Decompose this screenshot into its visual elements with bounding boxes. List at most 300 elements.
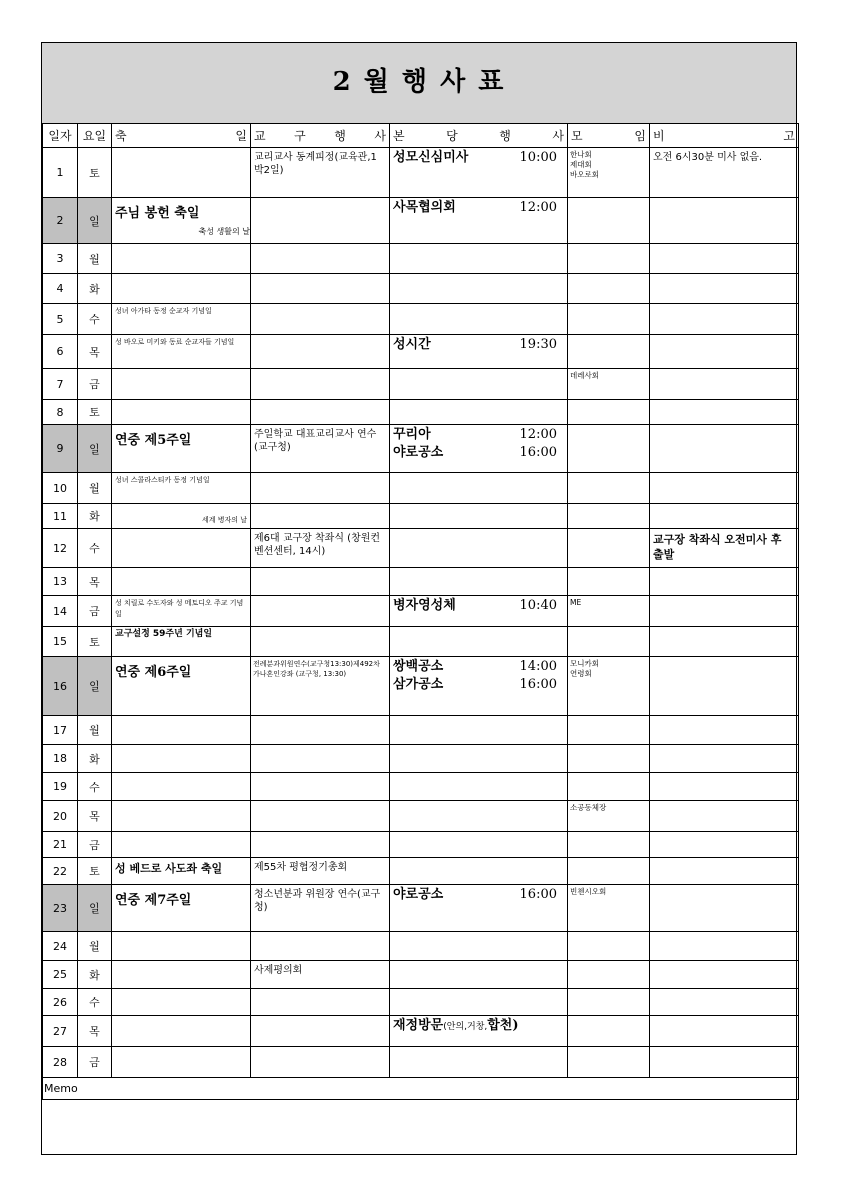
- day-cell: 16: [43, 657, 78, 716]
- parish-cell: [390, 627, 568, 657]
- meeting-cell: [568, 716, 650, 745]
- diocese-cell: [251, 773, 390, 801]
- table-row: [43, 529, 799, 568]
- diocese-event: 제55차 평협정기총회: [254, 862, 348, 873]
- parish-event-time: 16:00: [519, 677, 557, 692]
- parish-cell: [390, 745, 568, 773]
- day-cell: 9: [43, 425, 78, 473]
- table-row: [43, 773, 799, 801]
- day-cell: 8: [43, 400, 78, 425]
- feast-text: 성녀 아가타 동정 순교자 기념일: [115, 307, 212, 315]
- feast-cell: [112, 961, 251, 989]
- day-cell: 17: [43, 716, 78, 745]
- feast-cell: [112, 773, 251, 801]
- parish-cell: [390, 801, 568, 832]
- weekday-cell: 수: [78, 304, 112, 335]
- table-row: [43, 745, 799, 773]
- diocese-cell: [251, 657, 390, 716]
- meeting-list: [568, 596, 649, 610]
- note-cell: [650, 932, 799, 961]
- weekday-cell: 일: [78, 657, 112, 716]
- feast-subtext: 축성 생활의 날: [198, 227, 250, 236]
- weekday-cell: 수: [78, 989, 112, 1016]
- parish-event-time: 10:00: [519, 150, 557, 165]
- header-char: 행: [499, 129, 511, 143]
- meeting-item: 소공동체장: [570, 803, 607, 812]
- parish-event-name: 쌍백공소: [393, 659, 444, 674]
- diocese-cell: [251, 148, 390, 198]
- feast-cell: [112, 568, 251, 596]
- feast-cell: [112, 716, 251, 745]
- diocese-cell: [251, 1047, 390, 1078]
- parish-cell: [390, 244, 568, 274]
- parish-event-time: 12:00: [519, 200, 557, 215]
- table-row: [43, 244, 799, 274]
- parish-event: [390, 885, 567, 903]
- feast-text: 연중 제5주일: [115, 433, 192, 448]
- diocese-event: 사제평의회: [254, 965, 303, 976]
- parish-cell: [390, 596, 568, 627]
- parish-cell: [390, 773, 568, 801]
- day-cell: 13: [43, 568, 78, 596]
- parish-cell: [390, 148, 568, 198]
- header-char: 당: [446, 129, 458, 143]
- note-cell: [650, 1047, 799, 1078]
- meeting-cell: [568, 773, 650, 801]
- weekday-cell: 월: [78, 244, 112, 274]
- note-cell: [650, 425, 799, 473]
- feast-cell: [112, 858, 251, 885]
- feast-cell: [112, 304, 251, 335]
- meeting-cell: [568, 244, 650, 274]
- weekday-cell: 토: [78, 858, 112, 885]
- table-row: [43, 400, 799, 425]
- day-cell: 28: [43, 1047, 78, 1078]
- parish-event-name: 야로공소: [393, 887, 444, 902]
- weekday-cell: 일: [78, 885, 112, 932]
- diocese-cell: [251, 504, 390, 529]
- parish-event: [390, 657, 567, 675]
- meeting-item: 모니카회: [570, 659, 599, 668]
- table-row: [43, 932, 799, 961]
- meeting-item: 바오로회: [570, 170, 599, 179]
- parish-cell: [390, 932, 568, 961]
- day-cell: 25: [43, 961, 78, 989]
- parish-cell: [390, 885, 568, 932]
- note-cell: [650, 716, 799, 745]
- day-cell: 26: [43, 989, 78, 1016]
- weekday-cell: 수: [78, 773, 112, 801]
- meeting-cell: [568, 961, 650, 989]
- table-row: [43, 473, 799, 504]
- diocese-cell: [251, 369, 390, 400]
- memo-row: [43, 1078, 799, 1100]
- note-cell: [650, 148, 799, 198]
- weekday-cell: 화: [78, 745, 112, 773]
- day-cell: 14: [43, 596, 78, 627]
- note-cell: [650, 568, 799, 596]
- feast-cell: [112, 425, 251, 473]
- table-row: [43, 716, 799, 745]
- parish-event-name: 삼가공소: [393, 677, 444, 692]
- parish-cell: [390, 716, 568, 745]
- table-row: [43, 1047, 799, 1078]
- meeting-cell: [568, 932, 650, 961]
- meeting-cell: [568, 400, 650, 425]
- header-char: 교: [254, 129, 266, 143]
- parish-cell: [390, 425, 568, 473]
- parish-cell: [390, 400, 568, 425]
- day-cell: 10: [43, 473, 78, 504]
- day-cell: 7: [43, 369, 78, 400]
- weekday-cell: 목: [78, 1016, 112, 1047]
- parish-cell: [390, 369, 568, 400]
- meeting-cell: [568, 1016, 650, 1047]
- feast-cell: [112, 335, 251, 369]
- diocese-cell: [251, 473, 390, 504]
- header-row: [43, 124, 799, 148]
- weekday-cell: 토: [78, 148, 112, 198]
- parish-event: [390, 425, 567, 443]
- feast-cell: [112, 596, 251, 627]
- parish-event-name: 꾸리아: [393, 427, 431, 442]
- meeting-cell: [568, 568, 650, 596]
- note-cell: [650, 1016, 799, 1047]
- table-row: [43, 369, 799, 400]
- parish-visit-main: 재정방문: [393, 1018, 444, 1033]
- table-row: [43, 657, 799, 716]
- table-row: [43, 885, 799, 932]
- diocese-cell: [251, 627, 390, 657]
- meeting-item: 한나회: [570, 150, 592, 159]
- weekday-cell: 금: [78, 596, 112, 627]
- header-meeting: [568, 124, 650, 148]
- header-char: 임: [634, 129, 646, 143]
- note-cell: [650, 596, 799, 627]
- header-parish: [390, 124, 568, 148]
- meeting-list: [568, 148, 649, 182]
- table-row: [43, 801, 799, 832]
- weekday-cell: 월: [78, 716, 112, 745]
- meeting-list: [568, 801, 649, 815]
- header-diocese: [251, 124, 390, 148]
- page-title: 2 월 행 사 표: [332, 67, 506, 97]
- header-char: 구: [294, 129, 306, 143]
- memo-label: Memo: [43, 1078, 799, 1100]
- feast-cell: [112, 369, 251, 400]
- meeting-item: 연령회: [570, 669, 592, 678]
- diocese-cell: [251, 400, 390, 425]
- feast-text: 성녀 스콜라스티카 동정 기념일: [115, 476, 210, 484]
- note-cell: [650, 961, 799, 989]
- header-feast: [112, 124, 251, 148]
- schedule-table: [42, 123, 799, 1100]
- diocese-cell: [251, 198, 390, 244]
- header-note: [650, 124, 799, 148]
- weekday-cell: 금: [78, 369, 112, 400]
- diocese-cell: [251, 716, 390, 745]
- note-text: 교구장 착좌식 오전미사 후 출발: [653, 533, 782, 561]
- header-char: 고: [783, 129, 795, 143]
- table-row: [43, 304, 799, 335]
- diocese-cell: [251, 989, 390, 1016]
- weekday-cell: 수: [78, 529, 112, 568]
- header-day: 일자: [43, 124, 78, 148]
- diocese-cell: [251, 596, 390, 627]
- parish-event: [390, 443, 567, 461]
- weekday-cell: 목: [78, 335, 112, 369]
- parish-visit: [390, 1016, 567, 1037]
- weekday-cell: 금: [78, 1047, 112, 1078]
- parish-event-time: 10:40: [519, 598, 557, 613]
- day-cell: 18: [43, 745, 78, 773]
- note-cell: [650, 832, 799, 858]
- meeting-cell: [568, 801, 650, 832]
- note-cell: [650, 858, 799, 885]
- day-cell: 27: [43, 1016, 78, 1047]
- header-weekday: 요일: [78, 124, 112, 148]
- table-row: [43, 596, 799, 627]
- parish-visit-detail: (안의,거창,: [443, 1022, 488, 1032]
- note-cell: [650, 400, 799, 425]
- weekday-cell: 화: [78, 961, 112, 989]
- day-cell: 21: [43, 832, 78, 858]
- parish-event: [390, 198, 567, 216]
- parish-event-time: 14:00: [519, 659, 557, 674]
- feast-text: 교구설정 59주년 기념일: [115, 629, 213, 639]
- day-cell: 5: [43, 304, 78, 335]
- note-cell: [650, 473, 799, 504]
- feast-text: 성 치릴로 수도자와 성 메토디오 주교 기념일: [115, 599, 244, 618]
- table-row: [43, 1016, 799, 1047]
- meeting-cell: [568, 335, 650, 369]
- note-cell: [650, 274, 799, 304]
- feast-cell: [112, 801, 251, 832]
- parish-event-name: 병자영성체: [393, 598, 456, 613]
- meeting-cell: [568, 504, 650, 529]
- feast-cell: [112, 148, 251, 198]
- parish-cell: [390, 274, 568, 304]
- meeting-cell: [568, 832, 650, 858]
- diocese-event: 주일학교 대표교리교사 연수(교구청): [254, 429, 377, 453]
- meeting-cell: [568, 989, 650, 1016]
- day-cell: 4: [43, 274, 78, 304]
- meeting-cell: [568, 627, 650, 657]
- weekday-cell: 목: [78, 568, 112, 596]
- feast-cell: [112, 244, 251, 274]
- parish-cell: [390, 568, 568, 596]
- diocese-cell: [251, 335, 390, 369]
- diocese-event: 청소년분과 위원장 연수(교구청): [254, 889, 381, 913]
- parish-cell: [390, 989, 568, 1016]
- diocese-cell: [251, 858, 390, 885]
- diocese-cell: [251, 568, 390, 596]
- day-cell: 2: [43, 198, 78, 244]
- table-row: [43, 858, 799, 885]
- weekday-cell: 목: [78, 801, 112, 832]
- header-char: 본: [393, 129, 405, 143]
- note-cell: [650, 989, 799, 1016]
- parish-cell: [390, 858, 568, 885]
- feast-text: 연중 제6주일: [115, 665, 192, 680]
- parish-event: [390, 148, 567, 166]
- diocese-cell: [251, 961, 390, 989]
- feast-cell: [112, 657, 251, 716]
- header-char: 사: [552, 129, 564, 143]
- day-cell: 11: [43, 504, 78, 529]
- note-cell: [650, 885, 799, 932]
- table-row: [43, 568, 799, 596]
- note-text: 오전 6시30분 미사 없음.: [653, 152, 763, 163]
- parish-event-name: 성모신심미사: [393, 150, 469, 165]
- weekday-cell: 월: [78, 473, 112, 504]
- table-row: [43, 425, 799, 473]
- meeting-cell: [568, 148, 650, 198]
- feast-text: 주님 봉헌 축일: [115, 206, 200, 221]
- weekday-cell: 일: [78, 198, 112, 244]
- parish-event-name: 야로공소: [393, 445, 444, 460]
- table-row: [43, 274, 799, 304]
- note-cell: [650, 529, 799, 568]
- feast-text: 성 베드로 사도좌 축일: [115, 862, 223, 875]
- diocese-event: 전례분과위원연수(교구청13:30)제492차 가나혼인강좌 (교구청, 13:30): [253, 660, 380, 678]
- weekday-cell: 화: [78, 274, 112, 304]
- meeting-cell: [568, 885, 650, 932]
- meeting-cell: [568, 745, 650, 773]
- diocese-cell: [251, 1016, 390, 1047]
- title-band: [42, 43, 796, 124]
- feast-cell: [112, 198, 251, 244]
- day-cell: 15: [43, 627, 78, 657]
- table-row: [43, 989, 799, 1016]
- diocese-event: 교리교사 동계피정(교육관,1박2일): [254, 152, 377, 176]
- table-row: [43, 335, 799, 369]
- note-cell: [650, 627, 799, 657]
- table-row: [43, 961, 799, 989]
- table-row: [43, 504, 799, 529]
- table-row: [43, 198, 799, 244]
- meeting-item: 빈첸시오회: [570, 887, 607, 896]
- parish-cell: [390, 657, 568, 716]
- note-cell: [650, 657, 799, 716]
- parish-event-time: 19:30: [519, 337, 557, 352]
- note-cell: [650, 504, 799, 529]
- parish-event-name: 성시간: [393, 337, 431, 352]
- header-char: 일: [235, 129, 247, 143]
- feast-text: 연중 제7주일: [115, 893, 192, 908]
- meeting-cell: [568, 596, 650, 627]
- feast-cell: [112, 400, 251, 425]
- parish-cell: [390, 1047, 568, 1078]
- parish-event: [390, 675, 567, 693]
- note-cell: [650, 335, 799, 369]
- diocese-cell: [251, 425, 390, 473]
- day-cell: 23: [43, 885, 78, 932]
- weekday-cell: 토: [78, 627, 112, 657]
- parish-event: [390, 596, 567, 614]
- parish-cell: [390, 335, 568, 369]
- note-cell: [650, 304, 799, 335]
- meeting-item: 데레사회: [570, 371, 599, 380]
- meeting-item: ME: [570, 598, 582, 607]
- note-cell: [650, 198, 799, 244]
- feast-cell: [112, 274, 251, 304]
- feast-text: 세계 병자의 날: [201, 516, 247, 524]
- parish-cell: [390, 304, 568, 335]
- weekday-cell: 화: [78, 504, 112, 529]
- parish-cell: [390, 529, 568, 568]
- weekday-cell: 토: [78, 400, 112, 425]
- day-cell: 3: [43, 244, 78, 274]
- parish-cell: [390, 832, 568, 858]
- meeting-cell: [568, 657, 650, 716]
- feast-cell: [112, 989, 251, 1016]
- meeting-cell: [568, 369, 650, 400]
- feast-cell: [112, 885, 251, 932]
- header-char: 축: [115, 129, 127, 143]
- parish-cell: [390, 198, 568, 244]
- parish-cell: [390, 1016, 568, 1047]
- meeting-cell: [568, 858, 650, 885]
- parish-event-time: 16:00: [519, 887, 557, 902]
- header-char: 행: [334, 129, 346, 143]
- meeting-cell: [568, 529, 650, 568]
- note-cell: [650, 369, 799, 400]
- feast-cell: [112, 504, 251, 529]
- day-cell: 19: [43, 773, 78, 801]
- feast-cell: [112, 529, 251, 568]
- parish-visit-tail: 합천): [487, 1018, 519, 1033]
- parish-cell: [390, 473, 568, 504]
- feast-cell: [112, 627, 251, 657]
- parish-event-time: 12:00: [519, 427, 557, 442]
- meeting-item: 제대회: [570, 160, 592, 169]
- schedule-sheet: [41, 42, 797, 1155]
- meeting-cell: [568, 274, 650, 304]
- note-cell: [650, 244, 799, 274]
- meeting-list: [568, 369, 649, 383]
- diocese-cell: [251, 745, 390, 773]
- parish-event-time: 16:00: [519, 445, 557, 460]
- day-cell: 22: [43, 858, 78, 885]
- feast-cell: [112, 832, 251, 858]
- diocese-cell: [251, 274, 390, 304]
- header-char: 모: [571, 129, 583, 143]
- day-cell: 1: [43, 148, 78, 198]
- feast-cell: [112, 745, 251, 773]
- parish-cell: [390, 961, 568, 989]
- diocese-cell: [251, 801, 390, 832]
- feast-cell: [112, 1047, 251, 1078]
- parish-event-name: 사목협의회: [393, 200, 456, 215]
- note-cell: [650, 745, 799, 773]
- table-row: [43, 627, 799, 657]
- meeting-list: [568, 885, 649, 899]
- diocese-cell: [251, 885, 390, 932]
- meeting-cell: [568, 473, 650, 504]
- day-cell: 24: [43, 932, 78, 961]
- table-row: [43, 832, 799, 858]
- note-cell: [650, 801, 799, 832]
- meeting-cell: [568, 198, 650, 244]
- note-cell: [650, 773, 799, 801]
- table-row: [43, 148, 799, 198]
- weekday-cell: 금: [78, 832, 112, 858]
- header-char: 비: [653, 129, 665, 143]
- parish-event: [390, 335, 567, 353]
- meeting-cell: [568, 425, 650, 473]
- diocese-cell: [251, 832, 390, 858]
